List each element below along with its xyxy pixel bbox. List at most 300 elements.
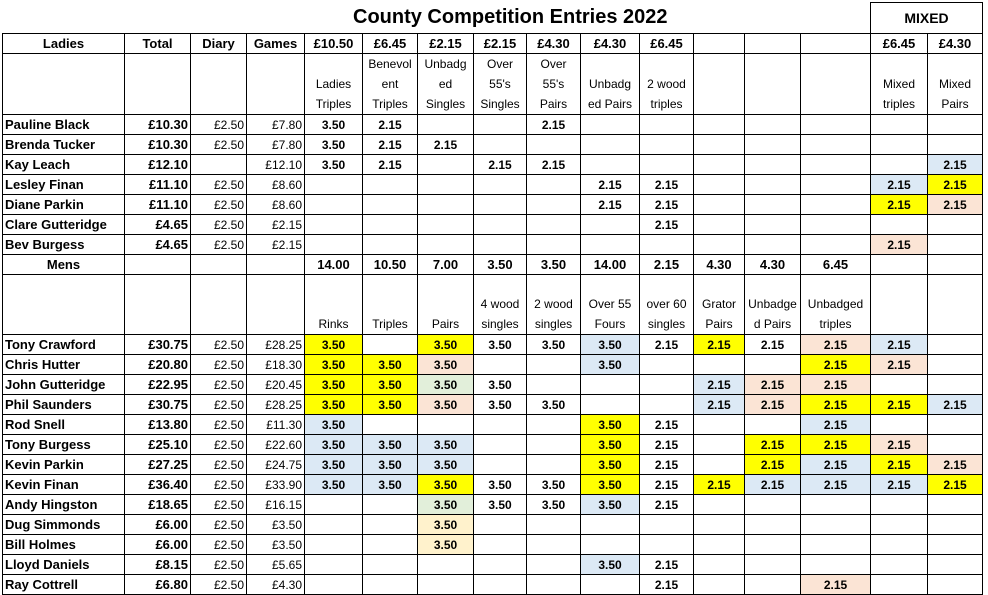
player-total: £4.65 (125, 215, 191, 235)
event-name-cell (3, 54, 125, 115)
event-name-cell: Pairs (418, 275, 474, 335)
entry-fee-cell: 2.15 (363, 115, 418, 135)
player-name: Phil Saunders (3, 395, 125, 415)
entry-fee-cell (474, 555, 527, 575)
player-name: Pauline Black (3, 115, 125, 135)
player-diary-fee: £2.50 (191, 455, 247, 475)
entry-fee-cell (527, 215, 581, 235)
ladies-header-row-cell: Ladies (3, 34, 125, 54)
entry-fee-cell: 3.50 (305, 455, 363, 475)
entry-fee-cell (474, 195, 527, 215)
entry-fee-cell: 2.15 (745, 475, 801, 495)
player-name: Rod Snell (3, 415, 125, 435)
player-total: £22.95 (125, 375, 191, 395)
entry-fee-cell (640, 115, 694, 135)
player-diary-fee: £2.50 (191, 355, 247, 375)
entry-fee-cell (745, 195, 801, 215)
entry-fee-cell (871, 375, 928, 395)
entry-fee-cell: 3.50 (581, 355, 640, 375)
page-title: County Competition Entries 2022 (353, 6, 668, 29)
entry-fee-cell (745, 135, 801, 155)
entry-fee-cell: 3.50 (474, 495, 527, 515)
ladies-header-row-cell: Total (125, 34, 191, 54)
player-name: Lloyd Daniels (3, 555, 125, 575)
entry-fee-cell (871, 535, 928, 555)
entry-fee-cell (474, 175, 527, 195)
mens-header-row-cell (871, 255, 928, 275)
ladies-row (3, 195, 983, 215)
player-games-fee: £7.80 (247, 115, 305, 135)
mens-row (3, 435, 983, 455)
entry-fee-cell (640, 135, 694, 155)
event-name-cell (191, 275, 247, 335)
entry-fee-cell (418, 235, 474, 255)
entry-fee-cell: 2.15 (928, 395, 983, 415)
entry-fee-cell (527, 455, 581, 475)
entry-fee-cell (640, 515, 694, 535)
event-name-cell: Grator Pairs (694, 275, 745, 335)
player-games-fee: £4.30 (247, 575, 305, 595)
player-total: £36.40 (125, 475, 191, 495)
player-total: £30.75 (125, 395, 191, 415)
mens-row (3, 455, 983, 475)
player-diary-fee: £2.50 (191, 215, 247, 235)
entry-fee-cell (871, 155, 928, 175)
player-name: Kevin Parkin (3, 455, 125, 475)
entry-fee-cell (474, 135, 527, 155)
entry-fee-cell (871, 415, 928, 435)
entry-fee-cell: 2.15 (871, 335, 928, 355)
ladies-header-row-cell: Games (247, 34, 305, 54)
entry-fee-cell: 2.15 (871, 395, 928, 415)
entry-fee-cell (305, 175, 363, 195)
player-games-fee: £5.65 (247, 555, 305, 575)
entry-fee-cell (305, 575, 363, 595)
player-total: £20.80 (125, 355, 191, 375)
entry-fee-cell (928, 375, 983, 395)
event-name-cell: Over 55's Pairs (527, 54, 581, 115)
entry-fee-cell (928, 215, 983, 235)
entry-fee-cell (694, 115, 745, 135)
entry-fee-cell: 3.50 (305, 135, 363, 155)
player-name: Clare Gutteridge (3, 215, 125, 235)
mixed-section-title: MIXED (871, 3, 983, 34)
player-total: £6.80 (125, 575, 191, 595)
player-name: Kevin Finan (3, 475, 125, 495)
entry-fee-cell (871, 495, 928, 515)
entry-fee-cell: 2.15 (694, 395, 745, 415)
entry-fee-cell (745, 535, 801, 555)
entry-fee-cell (640, 395, 694, 415)
mens-row (3, 395, 983, 415)
entry-fee-cell (474, 515, 527, 535)
entry-fee-cell: 3.50 (581, 455, 640, 475)
entry-fee-cell (871, 515, 928, 535)
entry-fee-cell (801, 115, 871, 135)
entry-fee-cell (418, 155, 474, 175)
entry-fee-cell (801, 195, 871, 215)
entry-fee-cell: 3.50 (363, 355, 418, 375)
player-games-fee: £28.25 (247, 335, 305, 355)
entry-fee-cell (928, 435, 983, 455)
ladies-row (3, 175, 983, 195)
player-diary-fee: £2.50 (191, 395, 247, 415)
entry-fee-cell (305, 535, 363, 555)
entry-fee-cell (581, 535, 640, 555)
entry-fee-cell: 2.15 (745, 455, 801, 475)
entry-fee-cell: 3.50 (474, 475, 527, 495)
event-name-cell: Ladies Triples (305, 54, 363, 115)
entry-fee-cell: 3.50 (581, 415, 640, 435)
entry-fee-cell (694, 355, 745, 375)
entry-fee-cell (474, 535, 527, 555)
player-total: £11.10 (125, 195, 191, 215)
entry-fee-cell (363, 515, 418, 535)
entry-fee-cell: 3.50 (305, 415, 363, 435)
competition-entries-table (2, 2, 983, 595)
entry-fee-cell (474, 455, 527, 475)
entry-fee-cell (640, 535, 694, 555)
entry-fee-cell (745, 515, 801, 535)
entry-fee-cell: 3.50 (581, 555, 640, 575)
entry-fee-cell (801, 495, 871, 515)
entry-fee-cell (801, 155, 871, 175)
entry-fee-cell: 2.15 (745, 395, 801, 415)
player-diary-fee: £2.50 (191, 195, 247, 215)
entry-fee-cell (527, 195, 581, 215)
entry-fee-cell: 2.15 (640, 455, 694, 475)
player-diary-fee: £2.50 (191, 375, 247, 395)
entry-fee-cell (527, 235, 581, 255)
mens-row (3, 335, 983, 355)
entry-fee-cell (640, 155, 694, 175)
mens-header-row-cell: Mens (3, 255, 125, 275)
event-name-cell (247, 54, 305, 115)
entry-fee-cell: 2.15 (363, 155, 418, 175)
player-total: £11.10 (125, 175, 191, 195)
entry-fee-cell (928, 235, 983, 255)
ladies-header-row-cell: Diary (191, 34, 247, 54)
entry-fee-cell: 2.15 (871, 235, 928, 255)
entry-fee-cell: 2.15 (640, 475, 694, 495)
entry-fee-cell (363, 215, 418, 235)
entry-fee-cell (928, 555, 983, 575)
event-name-cell: Unbadged triples (801, 275, 871, 335)
entry-fee-cell (363, 575, 418, 595)
entry-fee-cell: 3.50 (418, 475, 474, 495)
entry-fee-cell (871, 555, 928, 575)
entry-fee-cell: 3.50 (363, 475, 418, 495)
entry-fee-cell: 3.50 (418, 375, 474, 395)
event-name-cell: Rinks (305, 275, 363, 335)
entry-fee-cell (418, 195, 474, 215)
entry-fee-cell: 3.50 (474, 375, 527, 395)
entry-fee-cell: 2.15 (474, 155, 527, 175)
entry-fee-cell: 2.15 (928, 475, 983, 495)
entry-fee-cell: 2.15 (801, 475, 871, 495)
entry-fee-cell: 3.50 (305, 155, 363, 175)
entry-fee-cell (305, 195, 363, 215)
mens-header-row-cell: 10.50 (363, 255, 418, 275)
mens-row (3, 535, 983, 555)
ladies-header-row-cell (694, 34, 745, 54)
player-games-fee: £2.15 (247, 215, 305, 235)
entry-fee-cell (305, 235, 363, 255)
entry-fee-cell (474, 355, 527, 375)
mens-header-row-cell: 4.30 (745, 255, 801, 275)
player-name: Chris Hutter (3, 355, 125, 375)
player-total: £10.30 (125, 115, 191, 135)
entry-fee-cell (527, 555, 581, 575)
entry-fee-cell: 3.50 (305, 115, 363, 135)
player-games-fee: £12.10 (247, 155, 305, 175)
entry-fee-cell: 2.15 (745, 335, 801, 355)
player-diary-fee: £2.50 (191, 415, 247, 435)
player-total: £4.65 (125, 235, 191, 255)
player-games-fee: £7.80 (247, 135, 305, 155)
entry-fee-cell: 2.15 (694, 475, 745, 495)
player-name: Lesley Finan (3, 175, 125, 195)
mens-row (3, 495, 983, 515)
mens-row (3, 555, 983, 575)
entry-fee-cell (928, 415, 983, 435)
player-total: £10.30 (125, 135, 191, 155)
entry-fee-cell: 2.15 (640, 215, 694, 235)
mens-event-row (3, 275, 983, 335)
entry-fee-cell: 3.50 (474, 335, 527, 355)
player-diary-fee: £2.50 (191, 115, 247, 135)
entry-fee-cell (694, 215, 745, 235)
ladies-row (3, 235, 983, 255)
player-name: Diane Parkin (3, 195, 125, 215)
entry-fee-cell: 3.50 (305, 395, 363, 415)
entry-fee-cell (801, 215, 871, 235)
player-total: £13.80 (125, 415, 191, 435)
entry-fee-cell: 2.15 (928, 195, 983, 215)
mens-header-row-cell: 3.50 (527, 255, 581, 275)
entry-fee-cell: 2.15 (640, 555, 694, 575)
entry-fee-cell (418, 175, 474, 195)
player-games-fee: £28.25 (247, 395, 305, 415)
ladies-row (3, 215, 983, 235)
entry-fee-cell (871, 135, 928, 155)
entry-fee-cell: 2.15 (418, 135, 474, 155)
event-name-cell (871, 275, 928, 335)
entry-fee-cell (527, 535, 581, 555)
entry-fee-cell (745, 415, 801, 435)
player-diary-fee: £2.50 (191, 555, 247, 575)
entry-fee-cell (694, 495, 745, 515)
mens-header-row-cell (928, 255, 983, 275)
entry-fee-cell (581, 575, 640, 595)
entry-fee-cell: 3.50 (305, 475, 363, 495)
event-name-cell: 2 wood triples (640, 54, 694, 115)
event-name-cell: 2 wood singles (527, 275, 581, 335)
entry-fee-cell (305, 215, 363, 235)
ladies-header-row-cell (801, 34, 871, 54)
entry-fee-cell (305, 495, 363, 515)
event-name-cell (191, 54, 247, 115)
player-diary-fee: £2.50 (191, 435, 247, 455)
entry-fee-cell: 3.50 (418, 515, 474, 535)
player-diary-fee: £2.50 (191, 575, 247, 595)
player-games-fee: £11.30 (247, 415, 305, 435)
mens-row (3, 575, 983, 595)
entry-fee-cell: 2.15 (928, 455, 983, 475)
player-total: £6.00 (125, 535, 191, 555)
entry-fee-cell: 2.15 (801, 415, 871, 435)
player-total: £30.75 (125, 335, 191, 355)
player-games-fee: £33.90 (247, 475, 305, 495)
entry-fee-cell (801, 535, 871, 555)
entry-fee-cell: 3.50 (418, 455, 474, 475)
event-name-cell: Unbadg ed Pairs (581, 54, 640, 115)
entry-fee-cell (745, 175, 801, 195)
event-name-cell: over 60 singles (640, 275, 694, 335)
entry-fee-cell: 2.15 (694, 335, 745, 355)
event-name-cell (801, 54, 871, 115)
entry-fee-cell: 2.15 (745, 375, 801, 395)
entry-fee-cell (363, 335, 418, 355)
entry-fee-cell: 2.15 (801, 335, 871, 355)
player-diary-fee: £2.50 (191, 235, 247, 255)
entry-fee-cell (474, 575, 527, 595)
event-name-cell: Unbadg ed Singles (418, 54, 474, 115)
entry-fee-cell (928, 495, 983, 515)
player-games-fee: £16.15 (247, 495, 305, 515)
player-diary-fee: £2.50 (191, 495, 247, 515)
entry-fee-cell (871, 575, 928, 595)
entry-fee-cell (801, 175, 871, 195)
player-name: Ray Cottrell (3, 575, 125, 595)
entry-fee-cell: 2.15 (640, 415, 694, 435)
entry-fee-cell (581, 515, 640, 535)
entry-fee-cell (928, 115, 983, 135)
entry-fee-cell (581, 135, 640, 155)
mens-row (3, 375, 983, 395)
entry-fee-cell: 2.15 (640, 335, 694, 355)
entry-fee-cell: 3.50 (418, 535, 474, 555)
entry-fee-cell (694, 235, 745, 255)
entry-fee-cell (363, 415, 418, 435)
entry-fee-cell (745, 155, 801, 175)
player-diary-fee: £2.50 (191, 535, 247, 555)
player-name: Andy Hingston (3, 495, 125, 515)
entry-fee-cell: 3.50 (527, 395, 581, 415)
player-name: Tony Crawford (3, 335, 125, 355)
entry-fee-cell: 2.15 (640, 175, 694, 195)
player-total: £6.00 (125, 515, 191, 535)
entry-fee-cell (745, 495, 801, 515)
player-name: Bev Burgess (3, 235, 125, 255)
mens-header-row-cell: 3.50 (474, 255, 527, 275)
ladies-row (3, 115, 983, 135)
player-total: £18.65 (125, 495, 191, 515)
entry-fee-cell: 2.15 (745, 435, 801, 455)
entry-fee-cell: 3.50 (581, 435, 640, 455)
entry-fee-cell (801, 515, 871, 535)
entry-fee-cell: 3.50 (418, 435, 474, 455)
player-diary-fee: £2.50 (191, 135, 247, 155)
ladies-header-row-cell: £4.30 (527, 34, 581, 54)
mens-header-row-cell: 2.15 (640, 255, 694, 275)
entry-fee-cell (581, 155, 640, 175)
entry-fee-cell (745, 215, 801, 235)
mens-header-row-cell (247, 255, 305, 275)
entry-fee-cell (527, 175, 581, 195)
entry-fee-cell: 2.15 (527, 115, 581, 135)
event-name-cell: 4 wood singles (474, 275, 527, 335)
entry-fee-cell: 3.50 (305, 435, 363, 455)
entry-fee-cell (694, 175, 745, 195)
entry-fee-cell: 3.50 (305, 375, 363, 395)
entry-fee-cell (694, 435, 745, 455)
entry-fee-cell: 2.15 (871, 355, 928, 375)
entry-fee-cell (418, 575, 474, 595)
entry-fee-cell (527, 435, 581, 455)
player-games-fee: £22.60 (247, 435, 305, 455)
entry-fee-cell: 3.50 (363, 455, 418, 475)
event-name-cell: Unbadge d Pairs (745, 275, 801, 335)
mens-row (3, 475, 983, 495)
entry-fee-cell (745, 235, 801, 255)
event-name-cell (745, 54, 801, 115)
event-name-cell: Mixed triples (871, 54, 928, 115)
event-name-cell (125, 54, 191, 115)
player-games-fee: £3.50 (247, 515, 305, 535)
player-name: Kay Leach (3, 155, 125, 175)
entry-fee-cell (474, 215, 527, 235)
entry-fee-cell (305, 555, 363, 575)
entry-fee-cell (474, 115, 527, 135)
entry-fee-cell: 2.15 (801, 435, 871, 455)
entry-fee-cell (527, 355, 581, 375)
entry-fee-cell (527, 415, 581, 435)
entry-fee-cell (527, 375, 581, 395)
ladies-row (3, 135, 983, 155)
event-name-cell (694, 54, 745, 115)
entry-fee-cell (694, 455, 745, 475)
mens-header-row-cell: 6.45 (801, 255, 871, 275)
entry-fee-cell (801, 235, 871, 255)
entry-fee-cell: 3.50 (418, 395, 474, 415)
entry-fee-cell: 3.50 (581, 335, 640, 355)
mens-row (3, 515, 983, 535)
entry-fee-cell: 2.15 (581, 195, 640, 215)
entry-fee-cell: 3.50 (363, 435, 418, 455)
entry-fee-cell (801, 135, 871, 155)
ladies-header-row-cell: £6.45 (640, 34, 694, 54)
entry-fee-cell (418, 415, 474, 435)
entry-fee-cell: 2.15 (871, 455, 928, 475)
event-name-cell: Triples (363, 275, 418, 335)
player-games-fee: £20.45 (247, 375, 305, 395)
entry-fee-cell: 3.50 (527, 335, 581, 355)
ladies-header-row-cell: £2.15 (418, 34, 474, 54)
entry-fee-cell: 3.50 (418, 335, 474, 355)
entry-fee-cell (871, 215, 928, 235)
player-games-fee: £2.15 (247, 235, 305, 255)
entry-fee-cell (363, 495, 418, 515)
ladies-header-row-cell: £2.15 (474, 34, 527, 54)
entry-fee-cell: 2.15 (928, 175, 983, 195)
entry-fee-cell: 2.15 (694, 375, 745, 395)
entry-fee-cell (694, 535, 745, 555)
player-diary-fee (191, 155, 247, 175)
player-name: John Gutteridge (3, 375, 125, 395)
mens-header-row-cell: 4.30 (694, 255, 745, 275)
ladies-header-row-cell: £6.45 (363, 34, 418, 54)
